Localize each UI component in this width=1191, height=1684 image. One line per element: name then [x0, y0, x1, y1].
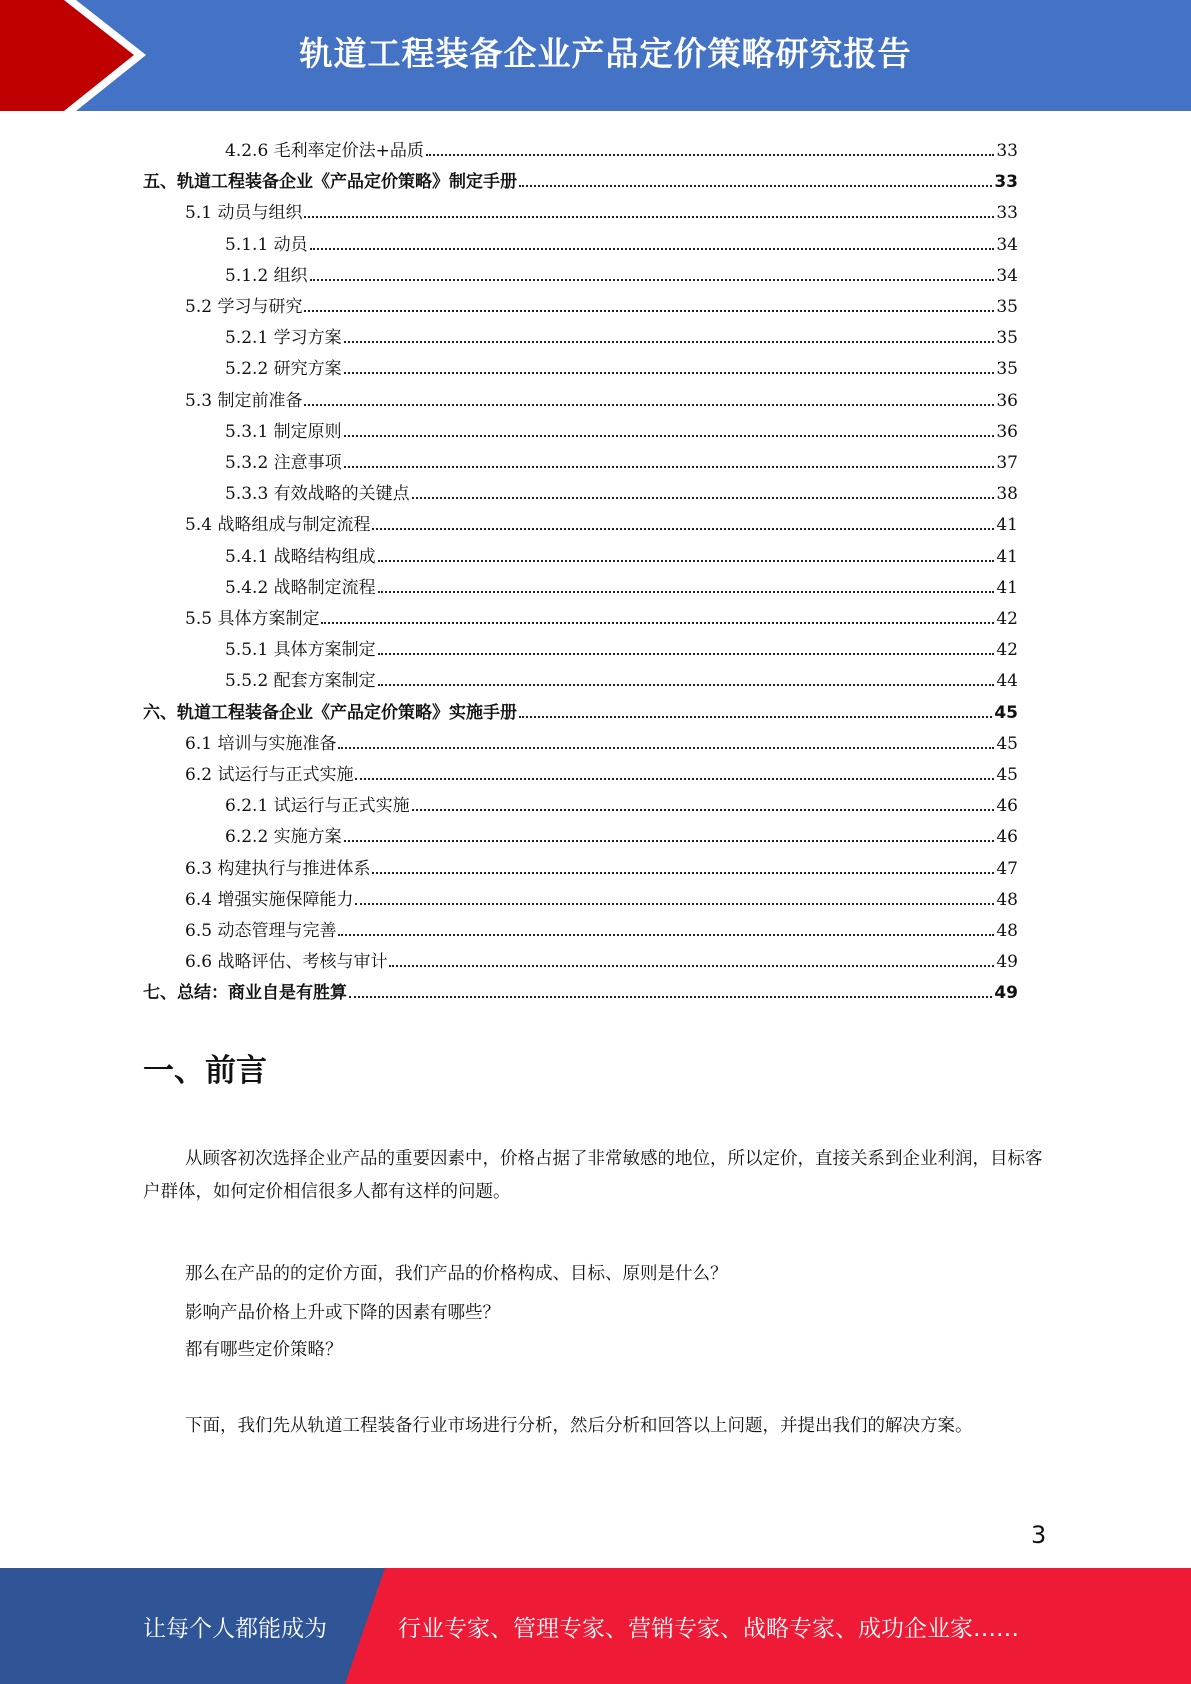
toc-entry-label: 5.5.2 配套方案制定	[225, 671, 376, 692]
report-title: 轨道工程装备企业产品定价策略研究报告	[299, 34, 912, 73]
toc-entry-label: 4.2.6 毛利率定价法+品质	[225, 141, 424, 161]
toc-entry-page: 33	[994, 172, 1018, 193]
toc-entry[interactable]	[185, 910, 1018, 941]
toc-entry-page: 38	[996, 484, 1018, 505]
toc-entry-label: 5.3.3 有效战略的关键点	[225, 484, 410, 505]
toc-entry[interactable]	[225, 660, 1018, 691]
toc-leader-dots	[344, 840, 995, 842]
toc-entry-page: 35	[996, 328, 1018, 349]
toc-entry-page: 48	[996, 889, 1018, 910]
toc-entry[interactable]	[225, 567, 1018, 598]
toc-entry[interactable]	[225, 816, 1018, 847]
toc-entry-label: 5.3.1 制定原则	[225, 421, 342, 442]
toc-entry[interactable]	[225, 348, 1018, 379]
question: 影响产品价格上升或下降的因素有哪些？	[185, 1303, 500, 1323]
toc-entry[interactable]	[185, 879, 1018, 910]
toc-entry[interactable]	[225, 442, 1018, 473]
toc-entry[interactable]	[185, 504, 1018, 535]
toc-leader-dots	[310, 279, 995, 281]
toc-entry[interactable]	[225, 255, 1018, 286]
toc-leader-dots	[378, 684, 995, 686]
toc-leader-dots	[519, 185, 992, 187]
toc-entry-page: 42	[996, 640, 1018, 661]
toc-entry-page: 35	[996, 297, 1018, 317]
toc-entry-page: 36	[996, 421, 1018, 442]
toc-leader-dots	[310, 248, 995, 250]
toc-entry-label: 六、轨道工程装备企业《产品定价策略》实施手册	[143, 702, 517, 723]
toc-entry[interactable]	[185, 723, 1018, 754]
paragraph: 从顾客初次选择企业产品的重要因素中，价格占据了非常敏感的地位，所以定价，直接关系到企业利润，目标客户群体，如何定价相信很多人都有这样的问题。	[143, 1149, 1043, 1202]
toc-entry-label: 6.4 增强实施保障能力	[185, 889, 354, 910]
toc-entry-page: 34	[996, 265, 1018, 286]
toc-leader-dots	[304, 404, 994, 406]
toc-entry[interactable]	[225, 473, 1018, 504]
toc-entry[interactable]	[225, 536, 1018, 567]
toc-entry-label: 5.5.1 具体方案制定	[225, 640, 376, 661]
toc-entry-page: 33	[996, 141, 1018, 161]
toc-entry-page: 35	[996, 359, 1018, 380]
toc-entry[interactable]	[143, 972, 1018, 1003]
paragraph: 下面，我们先从轨道工程装备行业市场进行分析，然后分析和回答以上问题，并提出我们的解决方案。	[185, 1416, 973, 1436]
toc-entry[interactable]	[225, 317, 1018, 348]
toc-entry-label: 5.3 制定前准备	[185, 390, 303, 411]
toc-entry-label: 5.4.2 战略制定流程	[225, 577, 376, 598]
toc-entry-page: 41	[996, 577, 1018, 598]
toc-entry-page: 45	[996, 765, 1018, 785]
toc-entry-page: 36	[996, 390, 1018, 411]
toc-entry[interactable]	[225, 629, 1018, 660]
toc-entry-label: 5.2 学习与研究	[185, 297, 303, 317]
toc-leader-dots	[412, 809, 995, 811]
toc-entry[interactable]	[225, 411, 1018, 442]
toc-entry-page: 37	[996, 453, 1018, 473]
toc-entry-label: 5.3.2 注意事项	[225, 453, 342, 473]
toc-entry-label: 5.2.1 学习方案	[225, 328, 342, 349]
toc-entry[interactable]	[185, 598, 1018, 629]
toc-entry[interactable]	[185, 941, 1018, 972]
toc-entry-label: 七、总结：商业自是有胜算	[143, 983, 347, 1004]
toc-entry-label: 5.1 动员与组织	[185, 203, 303, 224]
toc-leader-dots	[389, 965, 994, 967]
section-heading: 一、前言	[143, 1053, 267, 1089]
toc-leader-dots	[344, 372, 995, 374]
toc-entry-page: 41	[996, 546, 1018, 567]
toc-entry-page: 46	[996, 796, 1018, 817]
toc-leader-dots	[344, 435, 995, 437]
toc-entry-label: 6.5 动态管理与完善	[185, 921, 337, 941]
toc-leader-dots	[519, 716, 992, 718]
footer-slogan-right: 行业专家、管理专家、营销专家、战略专家、成功企业家……	[398, 1616, 1019, 1642]
question: 都有哪些定价策略？	[185, 1340, 343, 1360]
page-header	[0, 0, 1191, 111]
toc-entry-page: 33	[996, 203, 1018, 224]
toc-entry-page: 46	[996, 827, 1018, 848]
toc-entry[interactable]	[143, 161, 1018, 192]
toc-entry[interactable]	[185, 848, 1018, 879]
toc-entry-label: 6.2.2 实施方案	[225, 827, 342, 848]
toc-entry-label: 6.3 构建执行与推进体系	[185, 858, 371, 879]
toc-entry-label: 6.2 试运行与正式实施	[185, 765, 354, 785]
toc-leader-dots	[344, 341, 995, 343]
toc-leader-dots	[338, 747, 994, 749]
toc-leader-dots	[372, 872, 994, 874]
toc-entry[interactable]	[143, 692, 1018, 723]
toc-entry[interactable]	[225, 130, 1018, 161]
page-footer	[0, 1568, 1191, 1684]
toc-entry-label: 5.4 战略组成与制定流程	[185, 515, 371, 536]
toc-entry[interactable]	[185, 754, 1018, 785]
toc-leader-dots	[344, 466, 995, 468]
toc-leader-dots	[349, 996, 992, 998]
toc-entry-page: 41	[996, 515, 1018, 536]
toc-entry-label: 6.6 战略评估、考核与审计	[185, 952, 388, 973]
toc-entry[interactable]	[185, 380, 1018, 411]
page-number: 3	[1031, 1521, 1047, 1549]
toc-leader-dots	[355, 778, 994, 780]
toc-leader-dots	[372, 528, 994, 530]
toc-entry-label: 5.2.2 研究方案	[225, 359, 342, 380]
toc-entry-label: 6.2.1 试运行与正式实施	[225, 796, 410, 817]
toc-entry-page: 47	[996, 858, 1018, 879]
toc-entry-page: 45	[994, 702, 1018, 723]
toc-entry-label: 5.1.1 动员	[225, 234, 308, 255]
toc-entry-label: 5.5 具体方案制定	[185, 609, 320, 629]
toc-entry[interactable]	[185, 286, 1018, 317]
toc-entry-page: 34	[996, 234, 1018, 255]
toc-leader-dots	[304, 310, 994, 312]
toc-leader-dots	[378, 591, 995, 593]
toc-leader-dots	[355, 903, 994, 905]
question: 那么在产品的的定价方面，我们产品的价格构成、目标、原则是什么？	[185, 1264, 728, 1284]
toc-entry-page: 44	[996, 671, 1018, 692]
toc-entry[interactable]	[225, 224, 1018, 255]
toc-leader-dots	[338, 934, 994, 936]
toc-entry[interactable]	[225, 785, 1018, 816]
toc-leader-dots	[426, 154, 994, 156]
toc-entry-label: 5.1.2 组织	[225, 265, 308, 286]
toc-leader-dots	[412, 497, 995, 499]
toc-leader-dots	[378, 653, 995, 655]
toc-entry-label: 6.1 培训与实施准备	[185, 733, 337, 754]
toc-entry-page: 48	[996, 921, 1018, 941]
toc-entry[interactable]	[185, 192, 1018, 223]
toc-leader-dots	[321, 622, 994, 624]
toc-leader-dots	[378, 560, 995, 562]
toc-entry-page: 49	[994, 983, 1018, 1004]
toc-entry-label: 5.4.1 战略结构组成	[225, 546, 376, 567]
toc-leader-dots	[304, 216, 994, 218]
toc-entry-page: 49	[996, 952, 1018, 973]
toc-entry-label: 五、轨道工程装备企业《产品定价策略》制定手册	[143, 172, 517, 193]
toc-entry-page: 45	[996, 733, 1018, 754]
footer-slogan-left: 让每个人都能成为	[143, 1616, 327, 1642]
toc-entry-page: 42	[996, 609, 1018, 629]
